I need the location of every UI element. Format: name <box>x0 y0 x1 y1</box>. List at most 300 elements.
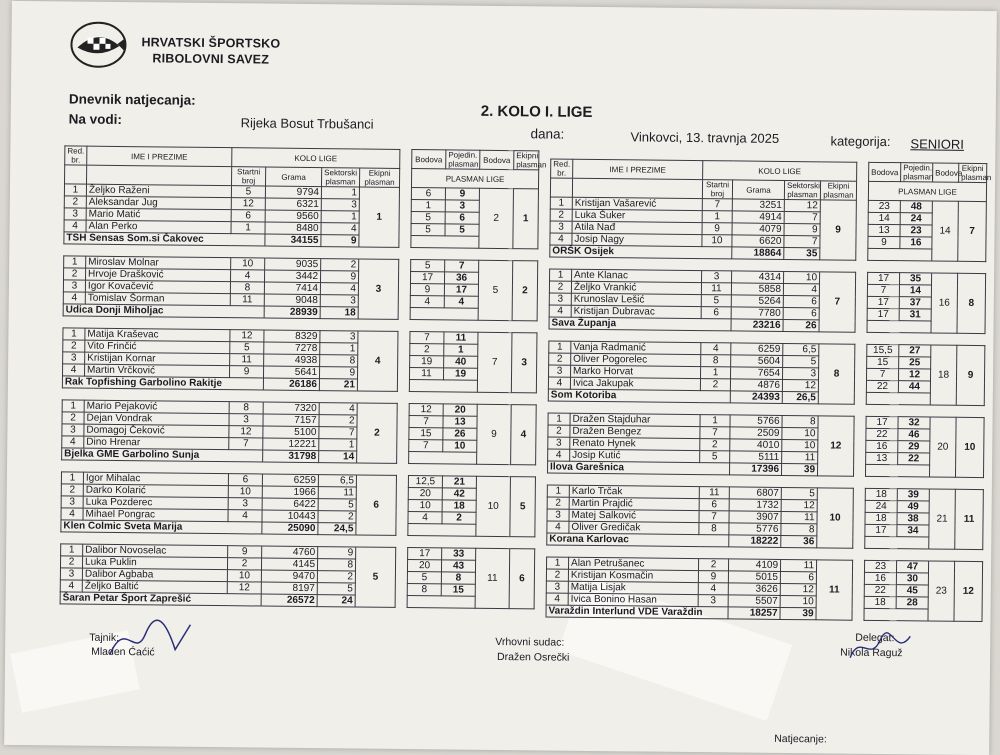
row-number: 1 <box>61 472 83 484</box>
col-name: IME I PREZIME <box>573 159 703 179</box>
sector-place: 3 <box>321 199 359 211</box>
team-name: Varaždin Interlund VDE Varaždin <box>546 605 728 619</box>
individual-place: 11 <box>444 332 478 344</box>
team-league-place: 10 <box>955 417 984 477</box>
sector-place: 6,5 <box>783 343 819 355</box>
start-number: 2 <box>227 558 261 570</box>
points: 17 <box>866 416 898 428</box>
grams: 8480 <box>265 222 321 235</box>
spacer <box>397 367 409 379</box>
individual-place: 21 <box>442 476 476 488</box>
row-number: 2 <box>64 196 86 208</box>
individual-place: 25 <box>899 357 931 369</box>
team-name: TSH Sensas Som.si Čakovec <box>64 232 265 246</box>
start-number: 2 <box>700 439 730 451</box>
col-individual: Pojedin. plasman <box>901 163 933 182</box>
row-number: 2 <box>549 281 571 293</box>
angler-name: Krunoslav Lešić <box>571 293 701 306</box>
team-points: 7 <box>477 332 512 392</box>
spacer <box>852 608 864 620</box>
angler-name: Dalibor Novoselac <box>83 544 228 558</box>
row-number: 3 <box>63 280 85 292</box>
team-points: 21 <box>929 489 956 549</box>
spacer <box>855 356 867 368</box>
team-points: 11 <box>475 548 510 608</box>
grams: 6321 <box>265 198 321 211</box>
points: 15 <box>409 428 443 440</box>
sector-place: 3 <box>320 295 358 307</box>
individual-place: 37 <box>899 297 931 309</box>
row-number: 3 <box>549 365 571 377</box>
sector-place: 2 <box>318 511 356 523</box>
blank <box>65 165 87 184</box>
individual-place: 30 <box>896 573 928 585</box>
angler-name: Aleksandar Jug <box>86 196 231 210</box>
federation-logo-icon <box>69 19 128 70</box>
delegate-signature <box>845 628 915 669</box>
angler-name: Matija Kraševac <box>85 328 230 342</box>
grams: 6620 <box>732 235 784 248</box>
team-points: 10 <box>476 476 511 536</box>
points: 6 <box>411 188 445 200</box>
grams: 8197 <box>261 582 317 595</box>
sector-place: 8 <box>782 415 818 427</box>
row-number: 1 <box>61 544 83 556</box>
spacer <box>398 307 410 319</box>
blank <box>409 380 477 393</box>
row-number: 2 <box>62 412 84 424</box>
col-points2: Bodova <box>933 163 959 182</box>
start-number: 10 <box>702 235 732 247</box>
individual-place: 8 <box>441 572 475 584</box>
team-total-sector: 39 <box>780 607 816 619</box>
grams: 4314 <box>732 271 784 284</box>
col-start: Startni broj <box>231 167 265 186</box>
sector-place: 10 <box>782 427 818 439</box>
sector-place: 9 <box>318 547 356 559</box>
spacer <box>855 308 867 320</box>
sector-place: 11 <box>782 451 818 463</box>
grams: 5858 <box>731 283 783 296</box>
results-table-right <box>545 159 992 623</box>
sector-place: 2 <box>317 571 355 583</box>
spacer <box>856 212 868 224</box>
col-team-place: Ekipni plasman <box>514 151 539 170</box>
col-kolo: KOLO LIGE <box>703 161 857 182</box>
points: 7 <box>867 284 899 296</box>
grams: 7780 <box>731 307 783 320</box>
team-round-place: 12 <box>817 416 854 476</box>
points: 13 <box>866 452 898 464</box>
individual-place: 15 <box>441 584 475 596</box>
team-total-sector: 36 <box>781 535 817 547</box>
sector-place: 7 <box>784 235 820 247</box>
start-number: 3 <box>228 498 262 510</box>
grams: 6422 <box>262 498 318 511</box>
spacer <box>852 560 864 572</box>
start-number: 6 <box>701 307 731 319</box>
start-number: 1 <box>700 415 730 427</box>
sector-place: 9 <box>784 223 820 235</box>
spacer <box>398 331 410 343</box>
start-number: 7 <box>699 511 729 523</box>
individual-place: 48 <box>900 201 932 213</box>
team-total-sector: 21 <box>319 379 357 391</box>
team-total-sector: 26,5 <box>782 391 818 403</box>
spacer <box>856 272 868 284</box>
points: 10 <box>408 500 442 512</box>
angler-name: Luka Šuker <box>572 209 702 222</box>
start-number: 4 <box>701 343 731 355</box>
blank <box>87 165 232 186</box>
individual-place: 24 <box>900 213 932 225</box>
spacer <box>399 187 411 199</box>
individual-place: 12 <box>898 369 930 381</box>
row-number: 3 <box>60 568 82 580</box>
row-number: 4 <box>62 436 84 448</box>
individual-place: 34 <box>897 525 929 537</box>
col-team-place: Ekipni plasman <box>959 163 987 182</box>
row-number: 2 <box>549 353 571 365</box>
points: 20 <box>408 488 442 500</box>
spacer <box>855 320 867 332</box>
team-total-sector: 24,5 <box>318 523 356 535</box>
angler-name: Ivica Bonino Hasan <box>568 593 698 606</box>
grams: 10443 <box>262 510 318 523</box>
grams: 8329 <box>264 330 320 343</box>
team-league-place: 3 <box>511 333 537 393</box>
individual-place: 4 <box>444 296 478 308</box>
spacer <box>855 296 867 308</box>
sector-place: 8 <box>320 355 358 367</box>
spacer <box>397 451 409 463</box>
blank <box>865 536 929 549</box>
team-round-place: 11 <box>816 560 853 620</box>
grams: 5111 <box>730 451 782 464</box>
row-number: 4 <box>61 508 83 520</box>
grams: 7654 <box>731 367 783 380</box>
delegate-name: Nikola Raguž <box>840 646 903 660</box>
start-number: 11 <box>699 487 729 499</box>
sector-place: 5 <box>318 499 356 511</box>
grams: 12221 <box>263 438 319 451</box>
points: 23 <box>864 560 896 572</box>
angler-name: Mario Matić <box>86 208 231 222</box>
col-red-br: Red. br. <box>65 146 87 165</box>
water-label: Na vodi: <box>68 111 123 128</box>
blank <box>864 608 928 621</box>
spacer <box>853 488 865 500</box>
team-name: Klen Colmic Sveta Marija <box>61 520 262 534</box>
individual-place: 5 <box>445 224 479 236</box>
team-name: Korana Karlovac <box>547 533 729 547</box>
team-name: Udica Donji Miholjac <box>63 304 264 318</box>
spacer <box>398 271 410 283</box>
angler-name: Marko Horvat <box>571 365 701 378</box>
team-name: Bjelka GME Garbolino Sunja <box>62 448 263 462</box>
blank <box>407 596 475 609</box>
team-league-place: 7 <box>958 201 987 261</box>
individual-place: 19 <box>443 368 477 380</box>
points: 11 <box>409 368 443 380</box>
sector-place: 4 <box>319 403 357 415</box>
angler-name: Igor Mihalac <box>83 472 228 486</box>
start-number: 7 <box>702 199 732 211</box>
grams: 4010 <box>730 439 782 452</box>
start-number: 5 <box>701 295 731 307</box>
points: 17 <box>410 272 444 284</box>
spacer <box>397 427 409 439</box>
spacer <box>398 283 410 295</box>
angler-name: Matija Lisjak <box>568 581 698 594</box>
grams: 9048 <box>264 294 320 307</box>
grams: 5100 <box>263 426 319 439</box>
team-league-place: 4 <box>511 405 537 465</box>
row-number: 3 <box>64 208 86 220</box>
angler-name: Željko Vrankić <box>571 281 701 294</box>
row-number: 1 <box>550 269 572 281</box>
grams: 9794 <box>265 186 321 199</box>
blank <box>572 178 702 198</box>
team-points: 5 <box>478 260 513 320</box>
individual-place: 40 <box>444 356 478 368</box>
individual-place: 32 <box>898 417 930 429</box>
row-number: 4 <box>549 305 571 317</box>
team-league-place: 8 <box>957 273 986 333</box>
start-number: 4 <box>698 583 728 595</box>
sector-place: 11 <box>780 559 816 571</box>
team-total-sector: 14 <box>319 451 357 463</box>
grams: 4760 <box>262 546 318 559</box>
row-number: 4 <box>64 220 86 232</box>
category-label: kategorija: <box>830 133 891 150</box>
grams: 5015 <box>728 571 780 584</box>
team-round-place: 5 <box>355 547 396 607</box>
col-grams: Grama <box>265 167 321 187</box>
score-sheet <box>4 1 997 755</box>
col-points: Bodova <box>412 150 446 169</box>
individual-place: 33 <box>442 548 476 560</box>
spacer <box>857 162 869 181</box>
grams: 7320 <box>263 402 319 415</box>
start-number: 3 <box>229 414 263 426</box>
team-name: Rak Topfishing Garbolino Rakitje <box>62 376 263 390</box>
sector-place: 6 <box>783 307 819 319</box>
sector-place: 4 <box>320 283 358 295</box>
row-number: 2 <box>64 268 86 280</box>
points: 5 <box>411 260 445 272</box>
col-team: Ekipni plasman <box>820 181 856 200</box>
points: 17 <box>408 548 442 560</box>
spacer <box>854 428 866 440</box>
points: 18 <box>864 596 896 608</box>
row-number: 4 <box>62 364 84 376</box>
row-number: 1 <box>548 413 570 425</box>
angler-name: Vanja Radmanić <box>571 341 701 354</box>
team-league-place: 5 <box>510 477 536 537</box>
angler-name: Domagoj Čeković <box>84 424 229 438</box>
team-league-place: 2 <box>512 261 538 321</box>
individual-place: 26 <box>443 428 477 440</box>
spacer <box>854 392 866 404</box>
blank <box>867 320 931 333</box>
angler-name: Oliver Gredičak <box>569 521 699 534</box>
sector-place: 5 <box>781 487 817 499</box>
grams: 6807 <box>729 487 781 500</box>
spacer <box>397 379 409 391</box>
points: 14 <box>868 212 900 224</box>
grams: 5776 <box>729 523 781 536</box>
team-points: 2 <box>479 188 514 248</box>
grams: 6259 <box>262 474 318 487</box>
angler-name: Alan Petrušanec <box>569 557 699 570</box>
points: 13 <box>868 224 900 236</box>
natjecanje-label: Natjecanje: <box>774 732 827 746</box>
points: 20 <box>407 560 441 572</box>
grams: 9470 <box>261 570 317 583</box>
spacer <box>852 572 864 584</box>
spacer <box>397 439 409 451</box>
team-total-sector: 26 <box>783 319 819 331</box>
col-name: IME I PREZIME <box>87 146 232 167</box>
row-number: 4 <box>550 233 572 245</box>
team-name: Sava Županja <box>549 317 731 331</box>
angler-name: Vito Frinčić <box>85 340 230 354</box>
diary-label: Dnevnik natjecanja: <box>68 91 196 108</box>
individual-place: 47 <box>896 561 928 573</box>
spacer <box>856 181 868 200</box>
team-round-place: 3 <box>358 259 399 319</box>
sector-place: 1 <box>319 439 357 451</box>
row-number: 1 <box>62 400 84 412</box>
row-number: 3 <box>549 293 571 305</box>
start-number: 5 <box>230 342 264 354</box>
secretary-name: Mladen Ćaćić <box>91 645 155 659</box>
angler-name: Darko Kolarić <box>83 484 228 498</box>
row-number: 3 <box>548 437 570 449</box>
sector-place: 8 <box>317 559 355 571</box>
spacer <box>399 199 411 211</box>
sector-place: 6 <box>783 295 819 307</box>
points: 24 <box>865 500 897 512</box>
team-points: 20 <box>929 417 956 477</box>
spacer <box>399 211 411 223</box>
row-number: 2 <box>547 497 569 509</box>
individual-place: 35 <box>899 273 931 285</box>
individual-place: 28 <box>896 597 928 609</box>
team-round-place: 2 <box>357 403 398 463</box>
spacer <box>854 380 866 392</box>
angler-name: Mario Pejaković <box>84 400 229 414</box>
start-number: 10 <box>231 258 265 270</box>
round-title: 2. KOLO I. LIGE <box>480 102 593 121</box>
team-total-grams: 17396 <box>729 463 781 476</box>
points: 4 <box>408 512 442 524</box>
team-total-sector: 24 <box>317 595 355 607</box>
angler-name: Dalibor Agbaba <box>82 568 227 582</box>
spacer <box>853 464 865 476</box>
row-number: 1 <box>64 184 86 196</box>
grams: 4109 <box>728 559 780 572</box>
points: 16 <box>864 572 896 584</box>
team-round-place: 10 <box>817 488 854 548</box>
team-points: 23 <box>928 561 955 621</box>
spacer <box>399 223 411 235</box>
points: 2 <box>410 344 444 356</box>
grams: 1966 <box>262 486 318 499</box>
individual-place: 3 <box>445 200 479 212</box>
blank <box>410 308 478 321</box>
secretary-signature <box>105 614 196 665</box>
grams: 7414 <box>264 282 320 295</box>
row-number: 1 <box>547 485 569 497</box>
team-points: 18 <box>930 345 957 405</box>
sector-place: 10 <box>780 595 816 607</box>
grams: 3442 <box>264 270 320 283</box>
spacer <box>399 235 411 247</box>
grams: 5264 <box>731 295 783 308</box>
results-table-left <box>60 145 547 609</box>
grams: 3626 <box>728 583 780 596</box>
spacer <box>396 475 408 487</box>
spacer <box>856 224 868 236</box>
points: 5 <box>411 212 445 224</box>
individual-place: 38 <box>897 513 929 525</box>
date-value: Vinkovci, 13. travnja 2025 <box>630 129 780 146</box>
team-total-grams: 25090 <box>262 522 318 535</box>
sector-place: 10 <box>782 439 818 451</box>
row-number: 1 <box>63 328 85 340</box>
team-league-place: 11 <box>955 489 984 549</box>
points: 4 <box>410 296 444 308</box>
start-number: 1 <box>701 367 731 379</box>
secretary-label: Tajnik: <box>89 631 120 645</box>
col-individual: Pojedin. plasman <box>446 150 480 169</box>
row-number: 4 <box>546 593 568 605</box>
sector-place: 7 <box>784 211 820 223</box>
blank <box>868 248 932 261</box>
grams: 4938 <box>264 354 320 367</box>
team-total-grams: 31798 <box>263 450 319 463</box>
start-number: 6 <box>231 210 265 222</box>
team-total-sector: 39 <box>781 463 817 475</box>
team-name: Som Kotoriba <box>548 389 730 403</box>
angler-name: Igor Kovačević <box>85 280 230 294</box>
sector-place: 11 <box>781 511 817 523</box>
individual-place: 14 <box>899 285 931 297</box>
angler-name: Željko Raženi <box>86 184 231 198</box>
individual-place: 17 <box>444 284 478 296</box>
spacer <box>854 416 866 428</box>
individual-place: 46 <box>898 429 930 441</box>
team-league-place: 9 <box>956 345 985 405</box>
blank <box>866 392 930 405</box>
team-league-place: 12 <box>954 561 983 621</box>
team-round-place: 7 <box>819 272 856 332</box>
individual-place: 9 <box>445 188 479 200</box>
spacer <box>853 536 865 548</box>
points: 17 <box>867 296 899 308</box>
individual-place: 27 <box>899 345 931 357</box>
team-total-grams: 23216 <box>731 319 783 332</box>
spacer <box>399 259 411 271</box>
sector-place: 1 <box>320 343 358 355</box>
angler-name: Oliver Pogorelec <box>571 353 701 366</box>
individual-place: 23 <box>900 225 932 237</box>
row-number: 2 <box>61 484 83 496</box>
row-number: 3 <box>61 496 83 508</box>
team-total-grams: 26186 <box>263 378 319 391</box>
